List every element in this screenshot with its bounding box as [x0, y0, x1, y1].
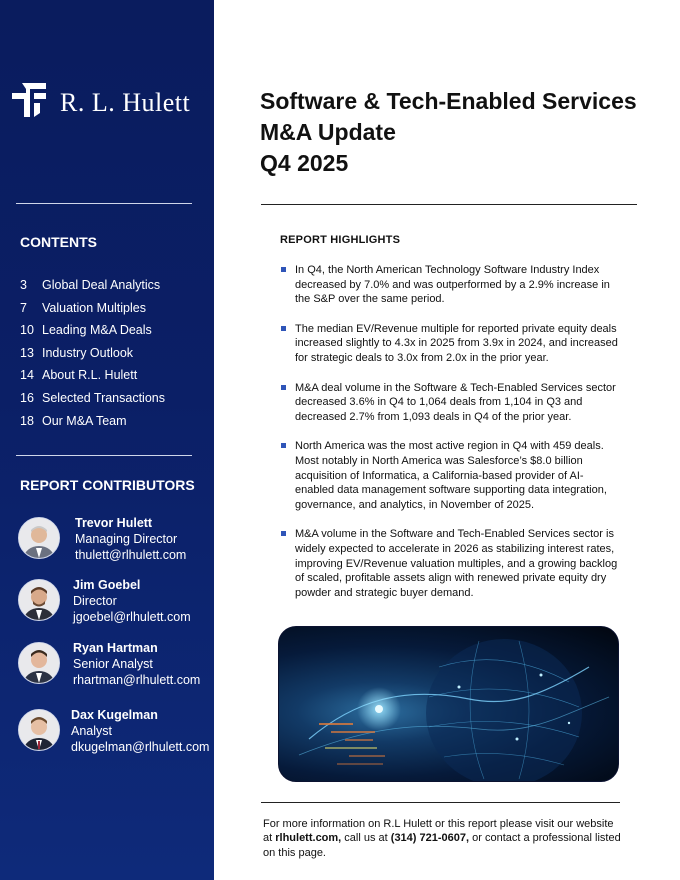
report-title	[260, 86, 637, 179]
highlight-item: M&A volume in the Software and Tech-Enabled Services sector is widely expected to accelerate in 2026 as stabilizing interest rates, improving EV/Revenue valuation multiples, and a growing backlog of scaled, profitable assets align with renewed private equity dry powder and strategic buyer demand.	[280, 527, 620, 600]
title-line: Q4 2025	[260, 150, 349, 176]
contributor-email[interactable]: rhartman@rlhulett.com	[73, 673, 201, 687]
avatar	[18, 642, 60, 684]
toc-label: About R.L. Hulett	[42, 368, 138, 383]
toc-page: 10	[20, 323, 34, 338]
title-line: M&A Update	[260, 119, 396, 145]
digital-globe-illustration	[279, 627, 618, 781]
hero-image	[278, 626, 619, 782]
logo-mark-icon	[12, 83, 46, 122]
website-link[interactable]: rlhulett.com,	[275, 832, 342, 845]
avatar	[18, 579, 60, 621]
contributor-name: Dax Kugelman	[71, 708, 158, 722]
contributor-role: Senior Analyst	[73, 657, 153, 671]
toc-item[interactable]	[20, 297, 205, 320]
contributor-role: Director	[73, 594, 117, 608]
avatar	[18, 709, 60, 751]
highlight-item: The median EV/Revenue multiple for reported private equity deals increased slightly to 4.3x in 2025 from 3.9x in 2024, and increased for strategic deals to 3.0x from 2.0x in the prior year.	[280, 322, 620, 366]
toc-label: Industry Outlook	[42, 345, 134, 360]
contributor-email[interactable]: dkugelman@rlhulett.com	[71, 740, 210, 754]
contributor-name: Ryan Hartman	[73, 641, 158, 655]
title-divider	[261, 204, 637, 205]
contributors-heading: REPORT CONTRIBUTORS	[20, 477, 195, 493]
footer-note	[263, 817, 623, 860]
table-of-contents	[20, 274, 205, 432]
contributor-role: Managing Director	[75, 532, 178, 546]
title-line: Software & Tech-Enabled Services	[260, 88, 637, 114]
contributor-role: Analyst	[71, 724, 112, 738]
highlights-list	[280, 263, 620, 600]
toc-page: 7	[20, 300, 27, 315]
highlight-item: M&A deal volume in the Software & Tech-Enabled Services sector decreased 3.6% in Q4 to 1,064 deals from 1,104 in Q3 and decreased 2.7% from 1,093 deals in Q4 of the prior year.	[280, 381, 620, 425]
contributor-card	[18, 707, 214, 755]
footer-text: For more information on R.L Hulett or this report please visit our website at	[263, 818, 614, 845]
toc-page: 13	[20, 345, 34, 360]
avatar	[18, 517, 60, 559]
contributor-card	[18, 577, 214, 625]
sidebar-divider	[16, 203, 192, 204]
toc-page: 16	[20, 390, 34, 405]
contents-heading: CONTENTS	[20, 234, 97, 250]
toc-label: Leading M&A Deals	[42, 323, 152, 338]
footer-text: call us at	[341, 832, 391, 845]
brand-name: R. L. Hulett	[60, 87, 191, 117]
contributor-name: Trevor Hulett	[75, 516, 153, 530]
footer-text: or contact a professional listed on this page.	[263, 832, 621, 859]
highlight-item: North America was the most active region in Q4 with 459 deals. Most notably in North America was Salesforce’s $8.0 billion acquisition of Informatica, a California-based provider of AI-enabled data management software supporting data integration, governance, and analytics, in November of 2025.	[280, 439, 620, 512]
toc-item[interactable]	[20, 319, 205, 342]
toc-label: Valuation Multiples	[42, 300, 146, 315]
highlight-item: In Q4, the North American Technology Software Industry Index decreased by 7.0% and was outperformed by a 2.9% increase in the S&P over the same period.	[280, 263, 620, 307]
toc-item[interactable]	[20, 342, 205, 365]
toc-label: Selected Transactions	[42, 390, 165, 405]
toc-label: Global Deal Analytics	[42, 278, 161, 292]
contributor-card	[18, 515, 214, 563]
toc-item[interactable]	[20, 387, 205, 410]
toc-page: 14	[20, 368, 34, 383]
contributor-email[interactable]: thulett@rlhulett.com	[75, 548, 187, 562]
contributor-card	[18, 640, 214, 688]
contributor-email[interactable]: jgoebel@rlhulett.com	[73, 610, 191, 624]
brand-logo	[12, 83, 190, 122]
highlights-heading: REPORT HIGHLIGHTS	[280, 234, 401, 246]
contributor-name: Jim Goebel	[73, 578, 141, 592]
phone-number[interactable]: (314) 721-0607,	[390, 832, 470, 845]
toc-item[interactable]	[20, 364, 205, 387]
toc-page: 18	[20, 413, 34, 428]
sidebar-divider	[16, 455, 192, 456]
toc-label: Our M&A Team	[42, 413, 127, 428]
toc-item[interactable]	[20, 410, 205, 433]
footer-divider	[261, 802, 620, 803]
toc-item[interactable]	[20, 274, 205, 297]
sidebar	[0, 0, 214, 880]
toc-page: 3	[20, 278, 27, 292]
